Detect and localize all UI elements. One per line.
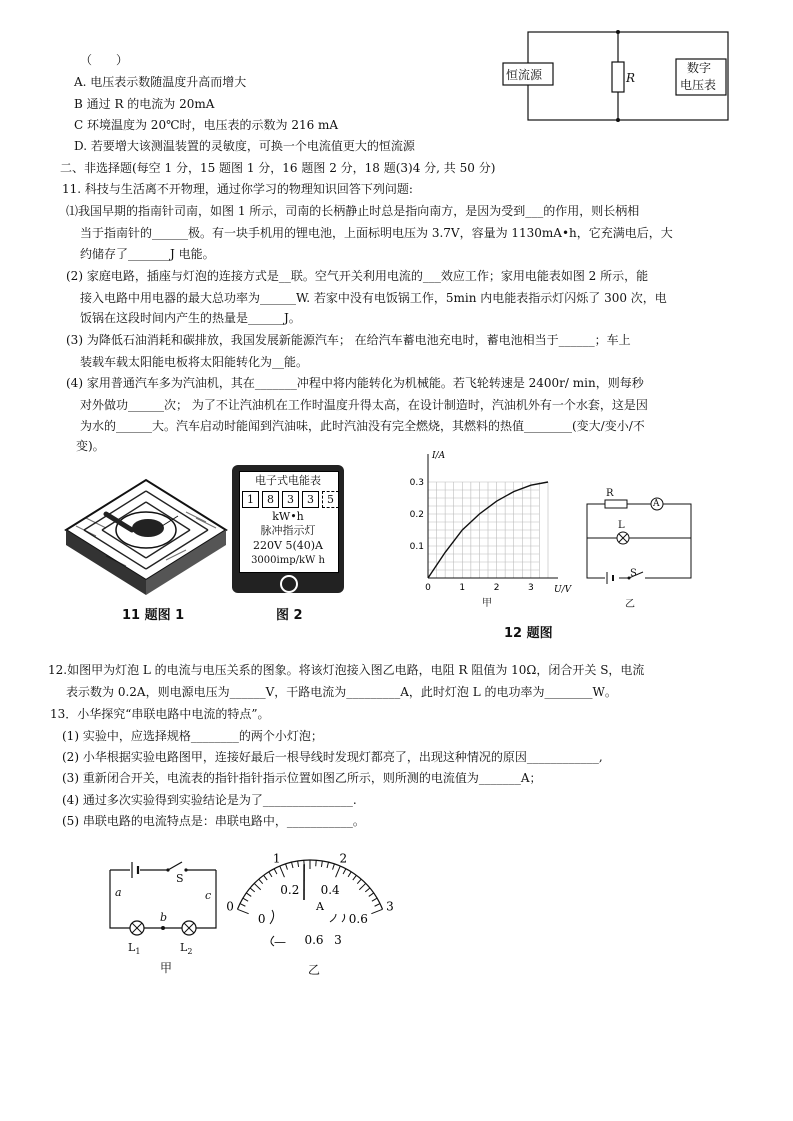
x-tick-label: 1 (459, 583, 466, 593)
x-tick-label: 3 (527, 583, 534, 593)
meter-title: 电子式电能表 (255, 474, 321, 487)
q11-p1-l1: ⑴我国早期的指南针司南，如图 1 所示，司南的长柄静止时总是指向南方，是因为受到___的作用，则长柄相 (66, 204, 640, 218)
terminal-06: 0.6 (304, 933, 324, 947)
circuit12-caption: 乙 (625, 599, 635, 610)
dial-bottom-label: 0.6 (348, 911, 368, 926)
q11-p2-l2: 接入电路中用电器的最大总功率为______W. 若家中没有电饭锅工作，5min 内电能表指示灯闪烁了 300 次，电 (80, 291, 667, 305)
x-tick-label: 0 (425, 583, 431, 593)
meter-digit: 8 (262, 491, 279, 508)
option-b: B 通过 R 的电流为 20mA (74, 97, 215, 111)
q11-p4-l4: 变)。 (76, 439, 105, 453)
fig12-caption: 12 题图 (504, 626, 553, 641)
dial-tick (348, 872, 351, 877)
ammeter-a-label: A (653, 499, 660, 509)
point-b-label: b (160, 911, 168, 924)
fig11-caption: 11 题图 1 (122, 608, 185, 623)
answer-blank: （ ） (80, 53, 129, 67)
electric-meter (232, 465, 344, 593)
resistor-r-label: R (606, 488, 614, 499)
circuit-12b (585, 490, 695, 590)
dial-tick (343, 869, 346, 874)
dial-tick (371, 909, 382, 913)
q13-s2: (2) 小华根据实验电路图甲，连接好最后一根导线时发现灯都亮了，出现这种情况的原因____________, (62, 750, 603, 764)
dial-tick (353, 875, 357, 880)
graph-caption: 甲 (482, 598, 492, 609)
dial-tick (357, 879, 361, 884)
x-axis-label: U/V (554, 585, 572, 595)
dial-tick (280, 866, 285, 877)
dial-top-label: 1 (272, 851, 281, 866)
dial-tick (333, 864, 335, 870)
dial-tick (286, 864, 288, 870)
y-tick-label: 0.3 (409, 478, 424, 488)
dial-tick (327, 862, 328, 868)
meter-digit: 1 (242, 491, 259, 508)
dial-tick (246, 893, 251, 896)
q11-p1-l3: 约储存了_______J 电能。 (80, 247, 215, 261)
q11-p2-l1: (2) 家庭电路，插座与灯泡的连接方式是__联。空气开关利用电流的___效应工作；家用电能表如图 2 所示，能 (66, 269, 649, 283)
point-a-label: a (115, 886, 122, 899)
lamp-l2-label: $L_2$ (180, 941, 193, 957)
meter-pulse: 脉冲指示灯 (260, 524, 316, 537)
dial-tick (298, 861, 299, 867)
source-label: 恒流源 (506, 68, 543, 82)
meter-imp: 3000imp/kW h (251, 555, 325, 566)
dial-tick (240, 904, 245, 907)
dial-tick (243, 898, 248, 901)
dial-tick (254, 883, 260, 889)
dial-tick (321, 861, 322, 867)
dial-tick (274, 869, 277, 874)
terminal-3: 3 (334, 933, 342, 947)
dial-tick (375, 904, 380, 907)
dial-bottom-label: 0.4 (320, 883, 340, 898)
meter-digit: 3 (282, 491, 299, 508)
q11-p3-l2: 装载车载太阳能电板将太阳能转化为__能。 (80, 355, 309, 369)
y-tick-label: 0.1 (409, 542, 424, 552)
fig13b-caption: 乙 (308, 963, 321, 977)
fig13a-caption: 甲 (160, 961, 173, 975)
dial-tick (292, 862, 293, 868)
switch-label: S (176, 872, 184, 885)
dial-tick (365, 888, 370, 892)
dial-tick (237, 909, 248, 913)
meter-unit: kW•h (272, 510, 304, 523)
fig2-caption: 图 2 (276, 608, 303, 623)
meter-digit: 3 (302, 491, 319, 508)
lamp-l-label: L (618, 520, 625, 531)
dial-bottom-label: 0 (257, 911, 266, 926)
section-title: 二、非选择题(每空 1 分，15 题图 1 分，16 题图 2 分，18 题(3)4 分, 共 50 分) (60, 161, 496, 175)
option-c: C 环境温度为 20℃时，电压表的示数为 216 mA (74, 118, 339, 132)
meter-label-2: 电压表 (680, 78, 717, 92)
dial-tick (250, 888, 255, 892)
dial-top-label: 2 (339, 851, 348, 866)
dial-top-label: 3 (386, 899, 394, 914)
q13-stem: 13．小华探究“串联电路中电流的特点”。 (50, 707, 270, 721)
meter-digits (242, 491, 339, 508)
option-a: A. 电压表示数随温度升高而增大 (74, 75, 247, 89)
wire-curl (330, 914, 345, 922)
resistor-label: R (626, 71, 636, 85)
lamp-l1-label: $L_1$ (128, 941, 141, 957)
meter-label-1: 数字 (687, 61, 712, 75)
q11-p2-l3: 饭锅在这段时间内产生的热量是______J。 (80, 311, 301, 325)
meter-indicator-icon (280, 575, 298, 593)
dial-tick (336, 866, 341, 877)
dial-bottom-label: 0.2 (280, 883, 300, 898)
dial-tick (264, 875, 268, 880)
iu-graph (400, 446, 580, 606)
dial-unit: A (316, 900, 324, 913)
q11-p4-l1: (4) 家用普通汽车多为汽油机，其在_______冲程中将内能转化为机械能。若飞轮转速是 2400r/ min，则每秒 (66, 376, 644, 390)
meter-digit: 5 (322, 491, 339, 508)
q12-line1: 12.如图甲为灯泡 L 的电流与电压关系的图象。将该灯泡接入图乙电路，电阻 R 阻值为 10Ω，闭合开关 S，电流 (48, 663, 645, 677)
dial-top-label: 0 (226, 899, 234, 914)
ammeter-dial (226, 826, 400, 956)
dial-tick (372, 898, 377, 901)
q11-p4-l2: 对外做功______次； 为了不让汽油机在工作时温度升得太高，在设计制造时，汽油机外有一个水套，这是因 (80, 398, 648, 412)
option-d: D. 若要增大该测温装置的灵敏度，可换一个电流值更大的恒流源 (74, 139, 415, 153)
dial-tick (259, 879, 263, 884)
y-tick-label: 0.2 (409, 510, 424, 520)
dial-tick (369, 893, 374, 896)
q13-s4: (4) 通过多次实验得到实验结论是为了_______________. (62, 793, 357, 807)
dial-tick (269, 872, 272, 877)
q13-s3: (3) 重新闭合开关，电流表的指针指针指示位置如图乙所示，则所测的电流值为_______A； (62, 771, 542, 785)
meter-rating: 220V 5(40)A (253, 539, 323, 552)
terminal-minus: — (274, 935, 286, 949)
y-axis-label: I/A (432, 451, 446, 461)
q12-line2: 表示数为 0.2A，则电源电压为______V，干路电流为_________A，此时灯泡 L 的电功率为________W。 (66, 685, 617, 699)
q11-p3-l1: (3) 为降低石油消耗和碳排放，我国发展新能源汽车； 在给汽车蓄电池充电时，蓄电池相当于______；车上 (66, 333, 631, 347)
q11-p1-l2: 当于指南针的______极。有一块手机用的锂电池，上面标明电压为 3.7V，容量为 1130mA•h，它充满电后，大 (80, 226, 673, 240)
q13-s1: (1) 实验中，应选择规格________的两个小灯泡； (62, 729, 323, 743)
sinan-compass-image (66, 460, 226, 600)
point-c-label: c (205, 889, 212, 902)
x-tick-label: 2 (493, 583, 500, 593)
dial-tick (359, 883, 365, 889)
switch-s-label: S (630, 568, 637, 579)
q11-stem: 11. 科技与生活离不开物理，通过你学习的物理知识回答下列问题: (62, 182, 413, 196)
q13-s5: (5) 串联电路的电流特点是：串联电路中，___________。 (62, 814, 365, 828)
q11-p4-l3: 为水的______大。汽车启动时能闻到汽油味，此时汽油没有完全燃烧，其燃料的热值________(变大/变小/不 (80, 419, 645, 433)
